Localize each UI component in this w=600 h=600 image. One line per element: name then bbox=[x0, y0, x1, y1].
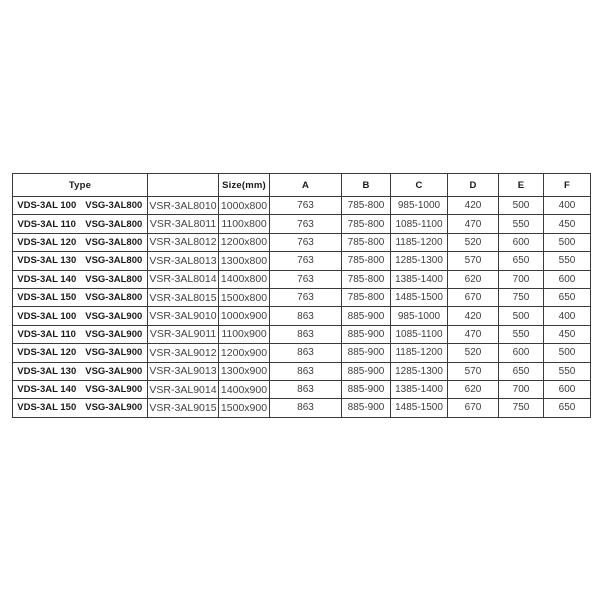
cell-model: VSR-3AL9014 bbox=[148, 380, 219, 398]
cell-f: 550 bbox=[544, 252, 591, 270]
cell-type-vsg: VSG-3AL800 bbox=[81, 215, 148, 233]
cell-f: 550 bbox=[544, 362, 591, 380]
cell-size: 1500x800 bbox=[219, 288, 270, 306]
cell-type-vsg: VSG-3AL900 bbox=[81, 307, 148, 325]
cell-a: 763 bbox=[270, 215, 342, 233]
cell-size: 1400x900 bbox=[219, 380, 270, 398]
cell-model: VSR-3AL8013 bbox=[148, 252, 219, 270]
cell-type-vds: VDS-3AL 140 bbox=[13, 380, 81, 398]
cell-model: VSR-3AL9015 bbox=[148, 399, 219, 417]
header-e: E bbox=[499, 174, 544, 197]
cell-type-vds: VDS-3AL 150 bbox=[13, 288, 81, 306]
table-row bbox=[13, 252, 591, 270]
table-row bbox=[13, 233, 591, 251]
header-row bbox=[13, 174, 591, 197]
cell-e: 600 bbox=[499, 344, 544, 362]
header-b: B bbox=[342, 174, 391, 197]
cell-model: VSR-3AL8011 bbox=[148, 215, 219, 233]
cell-d: 570 bbox=[448, 362, 499, 380]
table-row bbox=[13, 288, 591, 306]
cell-f: 600 bbox=[544, 380, 591, 398]
cell-f: 500 bbox=[544, 344, 591, 362]
cell-type-vsg: VSG-3AL800 bbox=[81, 288, 148, 306]
cell-b: 885-900 bbox=[342, 380, 391, 398]
cell-f: 600 bbox=[544, 270, 591, 288]
cell-type-vsg: VSG-3AL900 bbox=[81, 325, 148, 343]
cell-c: 1085-1100 bbox=[391, 215, 448, 233]
cell-size: 1000x900 bbox=[219, 307, 270, 325]
cell-a: 863 bbox=[270, 380, 342, 398]
table-row bbox=[13, 270, 591, 288]
cell-c: 1285-1300 bbox=[391, 362, 448, 380]
cell-size: 1200x900 bbox=[219, 344, 270, 362]
cell-e: 500 bbox=[499, 307, 544, 325]
cell-d: 520 bbox=[448, 233, 499, 251]
cell-size: 1100x800 bbox=[219, 215, 270, 233]
cell-type-vds: VDS-3AL 130 bbox=[13, 362, 81, 380]
cell-e: 650 bbox=[499, 252, 544, 270]
cell-c: 1285-1300 bbox=[391, 252, 448, 270]
table-row bbox=[13, 380, 591, 398]
cell-c: 1485-1500 bbox=[391, 399, 448, 417]
cell-model: VSR-3AL8014 bbox=[148, 270, 219, 288]
cell-f: 500 bbox=[544, 233, 591, 251]
cell-b: 885-900 bbox=[342, 325, 391, 343]
header-f: F bbox=[544, 174, 591, 197]
header-type: Type bbox=[13, 174, 148, 197]
cell-type-vds: VDS-3AL 100 bbox=[13, 197, 81, 215]
cell-type-vds: VDS-3AL 150 bbox=[13, 399, 81, 417]
cell-a: 763 bbox=[270, 288, 342, 306]
cell-d: 620 bbox=[448, 380, 499, 398]
cell-model: VSR-3AL9013 bbox=[148, 362, 219, 380]
cell-e: 650 bbox=[499, 362, 544, 380]
table-row bbox=[13, 344, 591, 362]
table-row bbox=[13, 325, 591, 343]
cell-f: 450 bbox=[544, 325, 591, 343]
cell-e: 700 bbox=[499, 380, 544, 398]
cell-f: 450 bbox=[544, 215, 591, 233]
cell-a: 763 bbox=[270, 197, 342, 215]
cell-c: 1385-1400 bbox=[391, 380, 448, 398]
cell-d: 420 bbox=[448, 307, 499, 325]
cell-type-vsg: VSG-3AL800 bbox=[81, 233, 148, 251]
cell-b: 885-900 bbox=[342, 344, 391, 362]
cell-model: VSR-3AL8012 bbox=[148, 233, 219, 251]
cell-f: 400 bbox=[544, 197, 591, 215]
cell-b: 785-800 bbox=[342, 288, 391, 306]
cell-type-vds: VDS-3AL 110 bbox=[13, 215, 81, 233]
cell-size: 1300x800 bbox=[219, 252, 270, 270]
cell-e: 700 bbox=[499, 270, 544, 288]
cell-a: 763 bbox=[270, 252, 342, 270]
cell-c: 1185-1200 bbox=[391, 344, 448, 362]
cell-e: 750 bbox=[499, 288, 544, 306]
header-c: C bbox=[391, 174, 448, 197]
cell-b: 785-800 bbox=[342, 252, 391, 270]
cell-b: 785-800 bbox=[342, 270, 391, 288]
cell-size: 1100x900 bbox=[219, 325, 270, 343]
table-row bbox=[13, 362, 591, 380]
cell-d: 470 bbox=[448, 215, 499, 233]
cell-d: 420 bbox=[448, 197, 499, 215]
cell-size: 1000x800 bbox=[219, 197, 270, 215]
cell-a: 863 bbox=[270, 307, 342, 325]
cell-b: 885-900 bbox=[342, 399, 391, 417]
cell-b: 885-900 bbox=[342, 362, 391, 380]
cell-model: VSR-3AL9012 bbox=[148, 344, 219, 362]
cell-f: 650 bbox=[544, 288, 591, 306]
table-row bbox=[13, 307, 591, 325]
cell-type-vsg: VSG-3AL900 bbox=[81, 380, 148, 398]
cell-type-vds: VDS-3AL 100 bbox=[13, 307, 81, 325]
cell-type-vsg: VSG-3AL800 bbox=[81, 270, 148, 288]
cell-c: 985-1000 bbox=[391, 197, 448, 215]
header-size: Size(mm) bbox=[219, 174, 270, 197]
cell-e: 500 bbox=[499, 197, 544, 215]
table-row bbox=[13, 399, 591, 417]
header-d: D bbox=[448, 174, 499, 197]
cell-e: 600 bbox=[499, 233, 544, 251]
cell-size: 1500x900 bbox=[219, 399, 270, 417]
cell-model: VSR-3AL9011 bbox=[148, 325, 219, 343]
cell-size: 1200x800 bbox=[219, 233, 270, 251]
cell-model: VSR-3AL8015 bbox=[148, 288, 219, 306]
cell-a: 863 bbox=[270, 399, 342, 417]
cell-c: 1185-1200 bbox=[391, 233, 448, 251]
cell-d: 470 bbox=[448, 325, 499, 343]
cell-type-vds: VDS-3AL 140 bbox=[13, 270, 81, 288]
cell-c: 1385-1400 bbox=[391, 270, 448, 288]
cell-d: 520 bbox=[448, 344, 499, 362]
cell-size: 1400x800 bbox=[219, 270, 270, 288]
cell-d: 670 bbox=[448, 288, 499, 306]
cell-c: 985-1000 bbox=[391, 307, 448, 325]
header-a: A bbox=[270, 174, 342, 197]
cell-b: 785-800 bbox=[342, 197, 391, 215]
cell-type-vsg: VSG-3AL900 bbox=[81, 344, 148, 362]
cell-c: 1085-1100 bbox=[391, 325, 448, 343]
cell-type-vsg: VSG-3AL900 bbox=[81, 362, 148, 380]
cell-type-vds: VDS-3AL 120 bbox=[13, 233, 81, 251]
cell-type-vds: VDS-3AL 120 bbox=[13, 344, 81, 362]
cell-f: 650 bbox=[544, 399, 591, 417]
cell-e: 550 bbox=[499, 325, 544, 343]
cell-b: 885-900 bbox=[342, 307, 391, 325]
cell-size: 1300x900 bbox=[219, 362, 270, 380]
cell-e: 550 bbox=[499, 215, 544, 233]
cell-d: 620 bbox=[448, 270, 499, 288]
table-row bbox=[13, 197, 591, 215]
cell-a: 763 bbox=[270, 233, 342, 251]
cell-a: 863 bbox=[270, 325, 342, 343]
cell-model: VSR-3AL8010 bbox=[148, 197, 219, 215]
cell-type-vsg: VSG-3AL800 bbox=[81, 197, 148, 215]
cell-a: 863 bbox=[270, 362, 342, 380]
cell-d: 670 bbox=[448, 399, 499, 417]
cell-b: 785-800 bbox=[342, 215, 391, 233]
cell-f: 400 bbox=[544, 307, 591, 325]
table-row bbox=[13, 215, 591, 233]
cell-a: 763 bbox=[270, 270, 342, 288]
cell-e: 750 bbox=[499, 399, 544, 417]
cell-model: VSR-3AL9010 bbox=[148, 307, 219, 325]
cell-type-vsg: VSG-3AL800 bbox=[81, 252, 148, 270]
cell-type-vds: VDS-3AL 130 bbox=[13, 252, 81, 270]
cell-d: 570 bbox=[448, 252, 499, 270]
cell-c: 1485-1500 bbox=[391, 288, 448, 306]
product-spec-table bbox=[12, 173, 591, 418]
header-model bbox=[148, 174, 219, 197]
cell-type-vds: VDS-3AL 110 bbox=[13, 325, 81, 343]
cell-b: 785-800 bbox=[342, 233, 391, 251]
cell-type-vsg: VSG-3AL900 bbox=[81, 399, 148, 417]
cell-a: 863 bbox=[270, 344, 342, 362]
